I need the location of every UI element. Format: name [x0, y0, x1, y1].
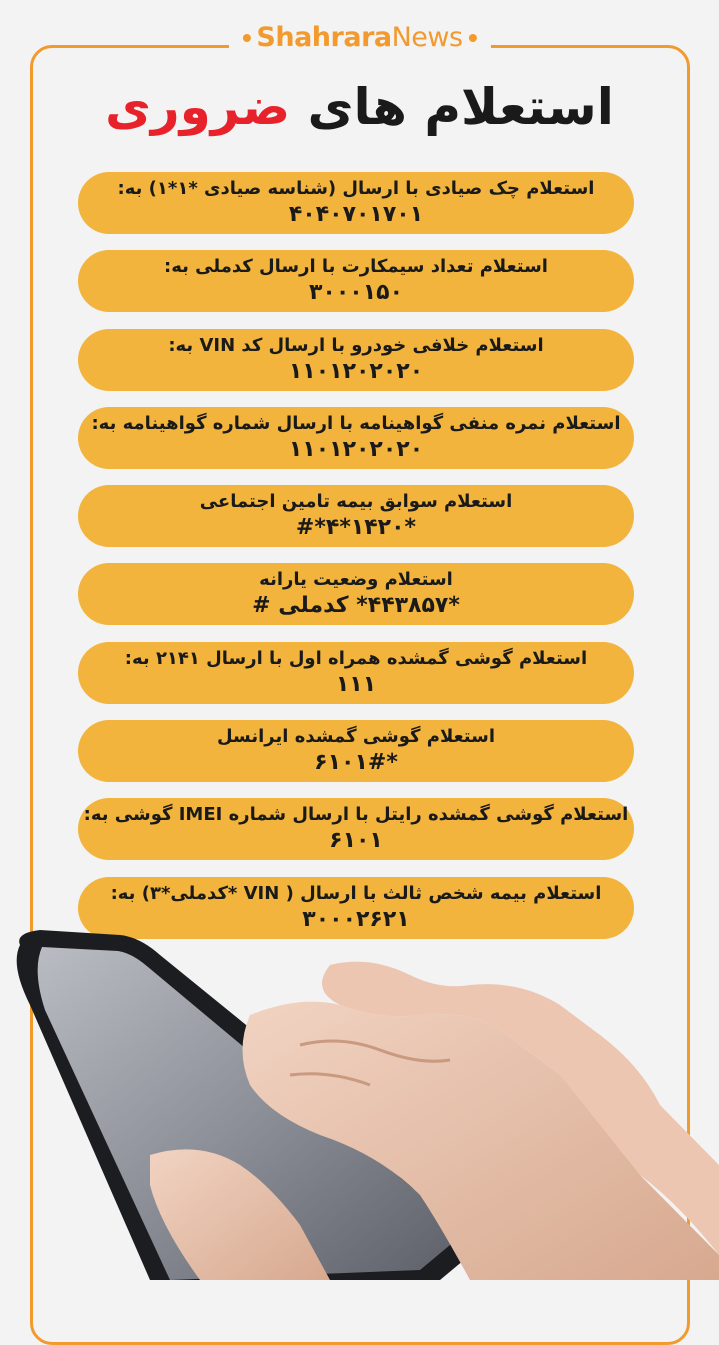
- page-title: [0, 78, 719, 136]
- inquiry-label: استعلام بیمه شخص ثالث با ارسال ( VIN *کدملی*۳) به:: [110, 882, 602, 904]
- inquiry-item: [78, 563, 634, 625]
- inquiry-list: [78, 172, 634, 955]
- inquiry-code: ۱۱۱: [335, 671, 377, 697]
- hand-holding-phone-illustration: [0, 925, 719, 1280]
- inquiry-code: *۱۴۲۰*۴*#: [295, 515, 417, 541]
- inquiry-code: ۳۰۰۰۱۵۰: [309, 280, 403, 306]
- title-main: استعلام های: [307, 78, 614, 136]
- inquiry-item: [78, 329, 634, 391]
- inquiry-item: [78, 172, 634, 234]
- brand-logo: [228, 22, 490, 53]
- inquiry-code: ۱۱۰۱۲۰۲۰۲۰: [288, 358, 424, 384]
- inquiry-label: استعلام سوابق بیمه تامین اجتماعی: [199, 491, 513, 513]
- inquiry-label: استعلام گوشی گمشده رایتل با ارسال شماره IMEI گوشی به:: [83, 804, 629, 826]
- inquiry-code: *۴۴۳۸۵۷* کدملی #: [252, 593, 460, 619]
- inquiry-item: [78, 720, 634, 782]
- brand-name-part1: Shahrara: [256, 22, 392, 53]
- inquiry-code: *۶۱۰۱#: [314, 750, 398, 776]
- inquiry-code: ۶۱۰۱: [329, 828, 383, 854]
- inquiry-item: [78, 485, 634, 547]
- brand-dot-right: [469, 34, 477, 42]
- inquiry-item: [78, 407, 634, 469]
- brand-dot-left: [242, 34, 250, 42]
- phone-illustration-svg: [0, 925, 719, 1280]
- title-highlight: ضروری: [105, 78, 291, 136]
- inquiry-item: [78, 642, 634, 704]
- inquiry-code: ۱۱۰۱۲۰۲۰۲۰: [288, 436, 424, 462]
- inquiry-label: استعلام گوشی گمشده ایرانسل: [216, 726, 495, 748]
- inquiry-item: [78, 250, 634, 312]
- inquiry-label: استعلام گوشی گمشده همراه اول با ارسال ۲۱۴۱ به:: [124, 647, 588, 669]
- inquiry-code: ۳۰۰۰۲۶۲۱: [302, 906, 410, 932]
- inquiry-label: استعلام خلافی خودرو با ارسال کد VIN به:: [168, 334, 544, 356]
- inquiry-item: [78, 798, 634, 860]
- inquiry-label: استعلام تعداد سیمکارت با ارسال کدملی به:: [164, 256, 548, 278]
- inquiry-code: ۴۰۴۰۷۰۱۷۰۱: [288, 202, 424, 227]
- brand-name-part2: News: [391, 22, 463, 53]
- inquiry-label: استعلام نمره منفی گواهینامه با ارسال شماره گواهینامه به:: [91, 412, 621, 434]
- inquiry-label: استعلام وضعیت یارانه: [259, 569, 453, 591]
- inquiry-label: استعلام چک صیادی با ارسال (شناسه صیادی *۱*۱) به:: [117, 178, 595, 199]
